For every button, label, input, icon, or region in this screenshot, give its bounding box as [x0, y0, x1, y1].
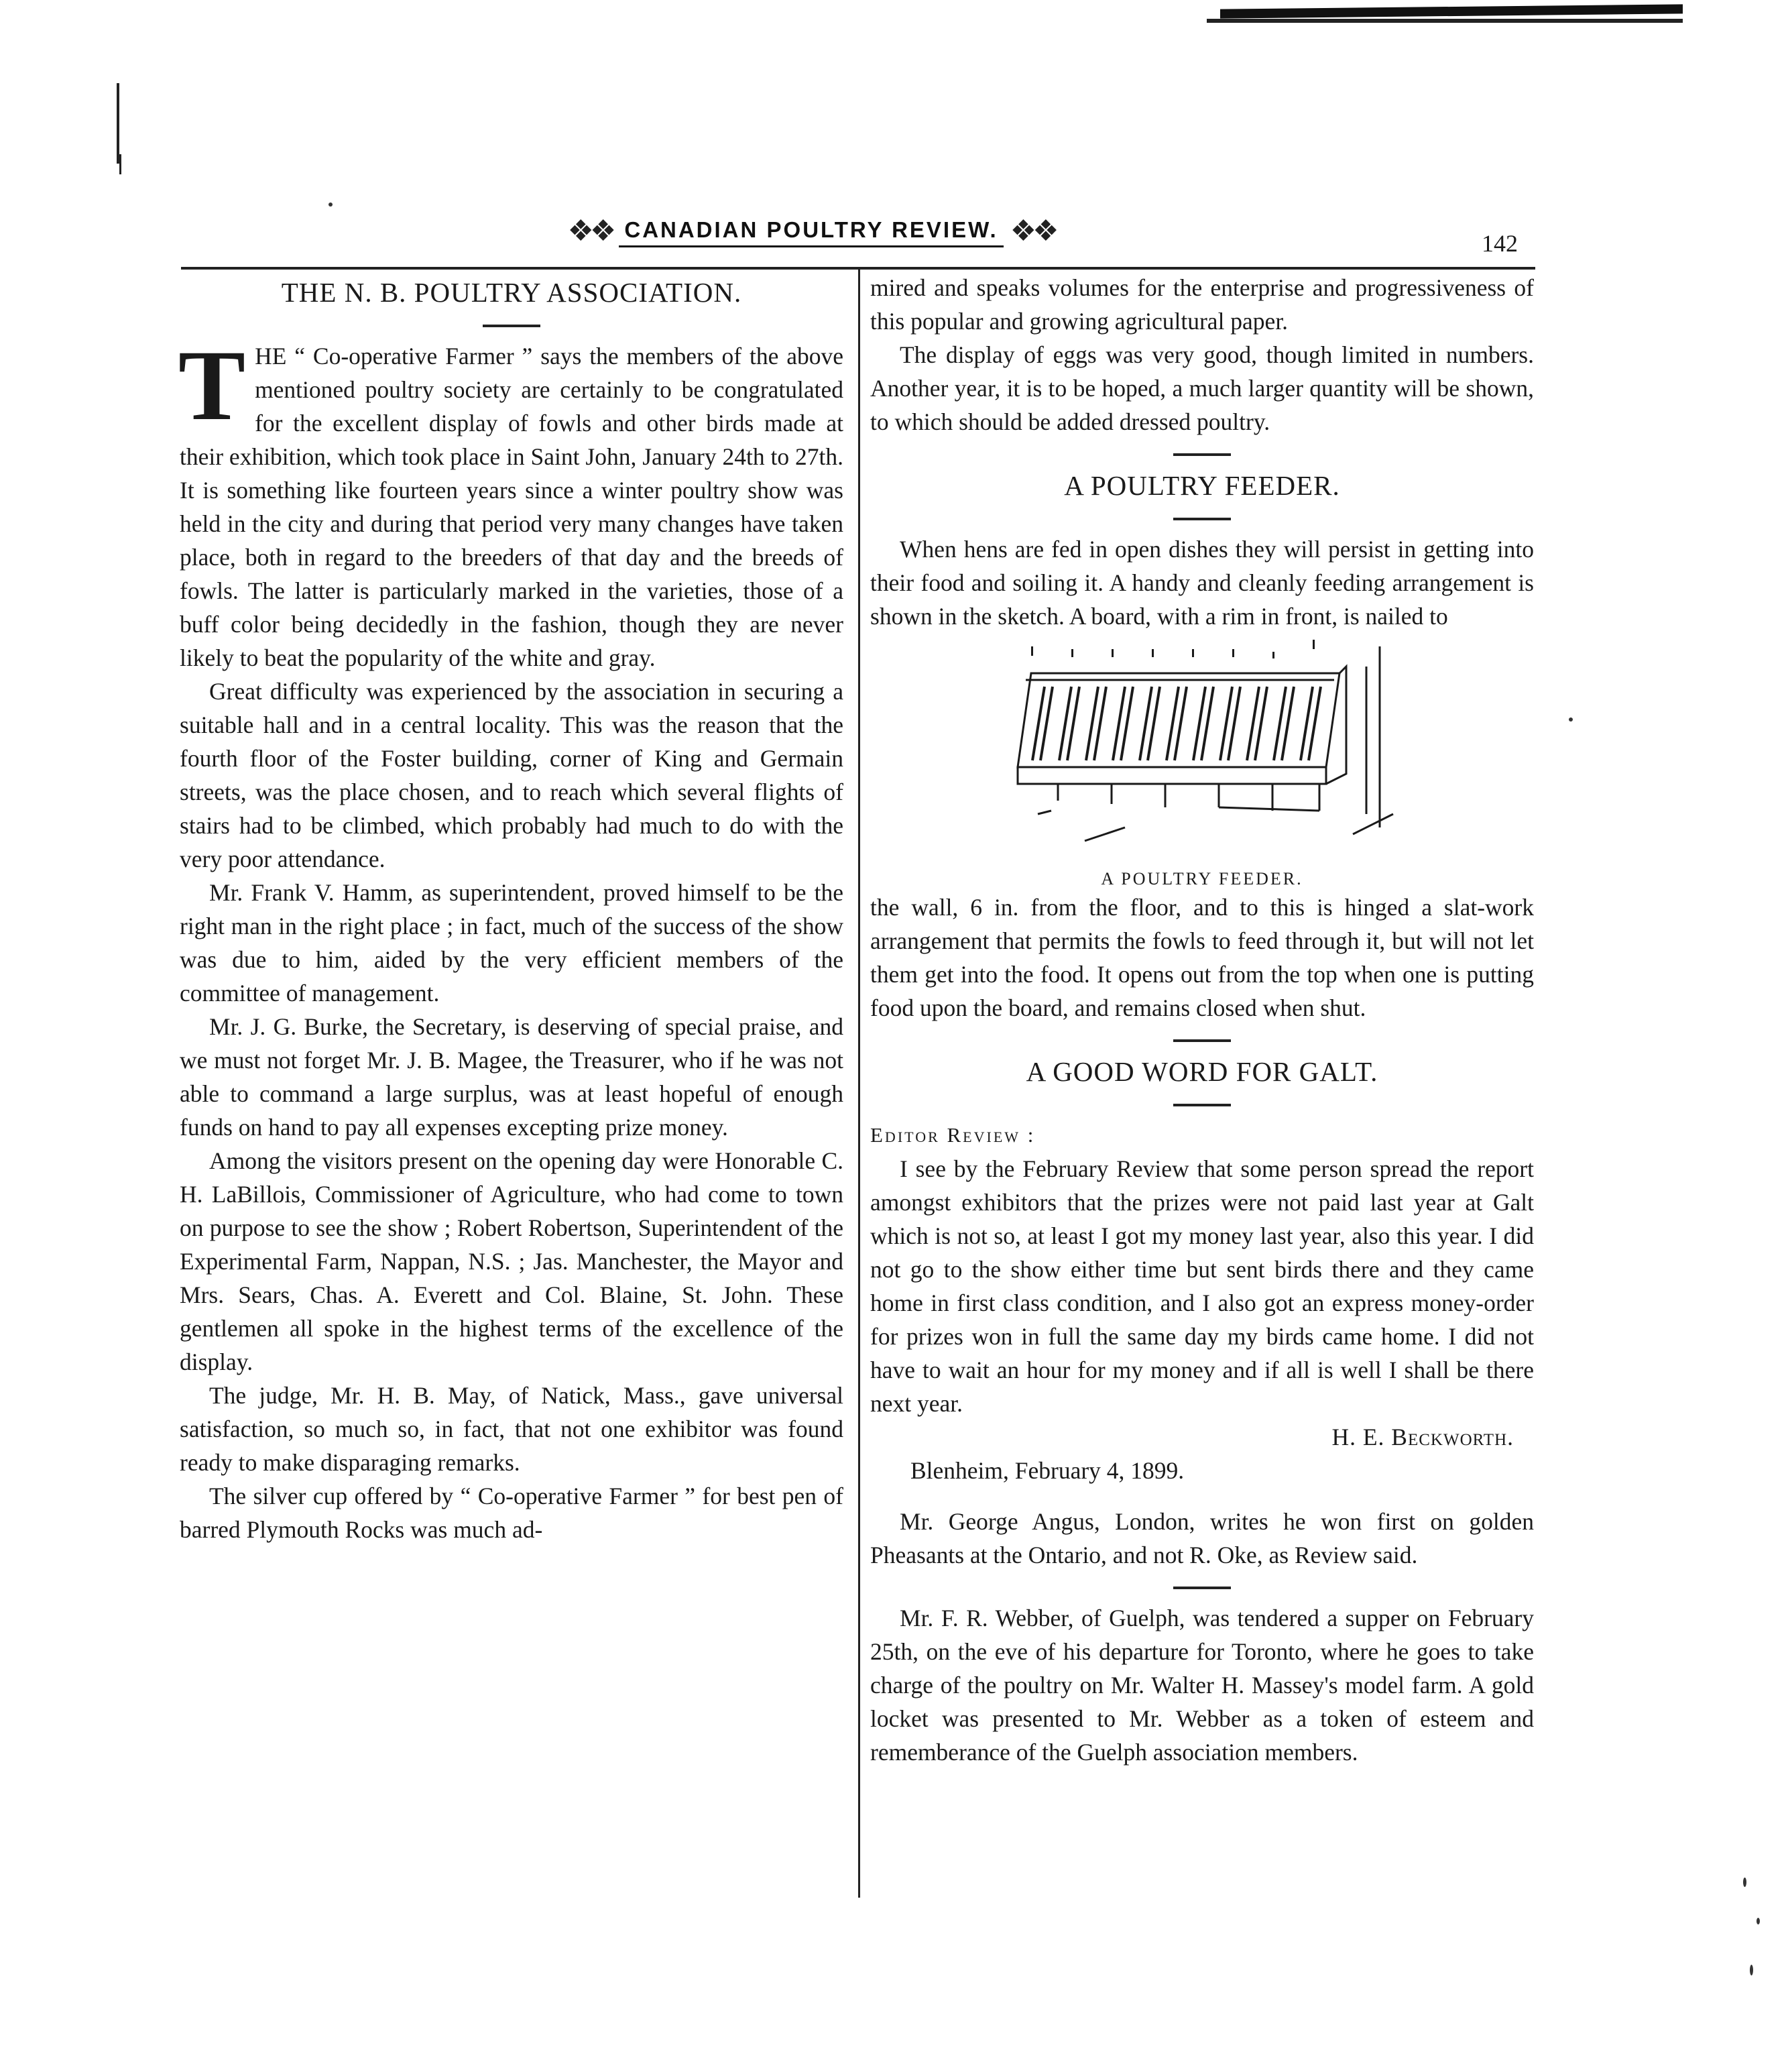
paragraph: The judge, Mr. H. B. May, of Natick, Mass., gave universal satisfaction, so much so, in fact, that not one exhibitor was found ready to make disparaging remarks.	[180, 1382, 843, 1476]
publication-title: CANADIAN POULTRY REVIEW.	[619, 215, 1003, 247]
paragraph: The silver cup offered by “ Co-operative Farmer ” for best pen of barred Plymouth Rocks was much ad-	[180, 1483, 843, 1543]
paragraph: Mr. Frank V. Hamm, as superintendent, proved himself to be the right man in the right place ; in fact, much of the success of the show was due to him, aided by the very efficient members of the committee of management.	[180, 879, 843, 1006]
figure-caption: A POULTRY FEEDER.	[1101, 869, 1303, 888]
column-divider	[858, 268, 860, 1898]
ornament-right-icon: ❖❖	[1010, 214, 1055, 247]
section-rule	[1173, 1587, 1231, 1589]
paragraph: mired and speaks volumes for the enterprise and progressiveness of this popular and growing agricultural paper.	[870, 274, 1534, 335]
scan-speck	[1757, 1918, 1760, 1924]
section-rule	[1173, 453, 1231, 456]
poultry-feeder-sketch-icon	[991, 640, 1407, 861]
article-headline-poultry-feeder: A POULTRY FEEDER.	[1064, 470, 1340, 501]
ornament-left-icon: ❖❖	[567, 214, 613, 247]
headline-rule	[483, 325, 540, 327]
paragraph: The display of eggs was very good, though limited in numbers. Another year, it is to be hoped, a much larger quantity will be shown, to which should be added dressed poultry.	[870, 341, 1534, 435]
headline-rule	[1173, 518, 1231, 520]
scan-speck	[1743, 1878, 1746, 1887]
paragraph: Great difficulty was experienced by the association in securing a suitable hall and in a central locality. This was the reason that the fourth floor of the Foster building, corner of King and Germain streets, was the place chosen, and to reach which several flights of stairs had to be climbed, which probably had much to do with the very poor attendance.	[180, 678, 843, 872]
paragraph: HE “ Co-operative Farmer ” says the members of the above mentioned poultry society are certainly to be congratulated for the excellent display of fowls and other birds made at their exhibition, which took place in Saint John, January 24th to 27th. It is something like fourteen years since a winter poultry show was held in the city and during that period very many changes have taken place, both in regard to the breeders of that day and the breeds of fowls. The latter is particularly marked in the varieties, those of a buff color being decidedly in the fashion, though they are never likely to beat the popularity of the white and gray.	[180, 343, 843, 671]
paragraph: Among the visitors present on the opening day were Honorable C. H. LaBillois, Commissioner of Agriculture, who had come to town on purpose to see the show ; Robert Robertson, Superintendent of the Experimental Farm, Nappan, N.S. ; Jas. Manchester, the Mayor and Mrs. Sears, Chas. A. Everett and Col. Blaine, St. John. These gentlemen all spoke in the highest terms of the excellence of the display.	[180, 1147, 843, 1375]
left-column	[180, 271, 843, 1546]
paragraph: Mr. J. G. Burke, the Secretary, is deserving of special praise, and we must not forget Mr. J. B. Magee, the Treasurer, who if he was not able to command a large surplus, was at least hopeful of enough funds on hand to pay all expenses excepting prize money.	[180, 1013, 843, 1141]
scan-artifact-mark	[117, 83, 119, 164]
scan-artifact-line	[1207, 19, 1683, 23]
signature: H. E. Beckworth.	[1331, 1424, 1514, 1450]
paragraph: Mr. F. R. Webber, of Guelph, was tendered a supper on February 25th, on the eve of his departure for Toronto, where he goes to take charge of the poultry on Mr. Walter H. Massey's model farm. A gold locket was presented to Mr. Webber as a token of esteem and rememberance of the Guelph association members.	[870, 1605, 1534, 1766]
poultry-feeder-illustration	[870, 640, 1534, 865]
page-number: 142	[1482, 230, 1518, 257]
paragraph: the wall, 6 in. from the floor, and to this is hinged a slat-work arrangement that permits the fowls to feed through it, but will not let them get into the food. It opens out from the top when one is putting food upon the board, and remains closed when shut.	[870, 894, 1534, 1021]
scan-speck	[1569, 717, 1573, 722]
masthead	[563, 209, 1059, 252]
article-headline-galt: A GOOD WORD FOR GALT.	[1026, 1056, 1378, 1087]
article-headline-nb-poultry: THE N. B. POULTRY ASSOCIATION.	[281, 277, 742, 308]
scan-artifact-bar	[1220, 4, 1683, 18]
dateline: Blenheim, February 4, 1899.	[910, 1457, 1185, 1484]
paragraph: I see by the February Review that some person spread the report amongst exhibitors that the prizes were not paid last year at Galt which is not so, at least I got my money last year, also this year. I did not go to the show either time but sent birds there and they came home in first class condition, and I also got an express money-order for prizes won in full the same day my birds came home. I did not have to wait an hour for my money and if all is well I shall be there next year.	[870, 1155, 1534, 1417]
drop-cap: T	[178, 330, 246, 441]
salutation: Editor Review :	[870, 1123, 1036, 1147]
article-body	[178, 330, 843, 675]
scan-artifact-mark-small	[119, 154, 121, 174]
paragraph: Mr. George Angus, London, writes he won first on golden Pheasants at the Ontario, and not R. Oke, as Review said.	[870, 1508, 1534, 1568]
paragraph: When hens are fed in open dishes they will persist in getting into their food and soiling it. A handy and cleanly feeding arrangement is shown in the sketch. A board, with a rim in front, is nailed to	[870, 536, 1534, 630]
right-column	[870, 271, 1534, 1769]
headline-rule	[1173, 1104, 1231, 1106]
scan-speck	[1750, 1965, 1753, 1975]
section-rule	[1173, 1039, 1231, 1042]
scan-speck	[329, 203, 333, 207]
